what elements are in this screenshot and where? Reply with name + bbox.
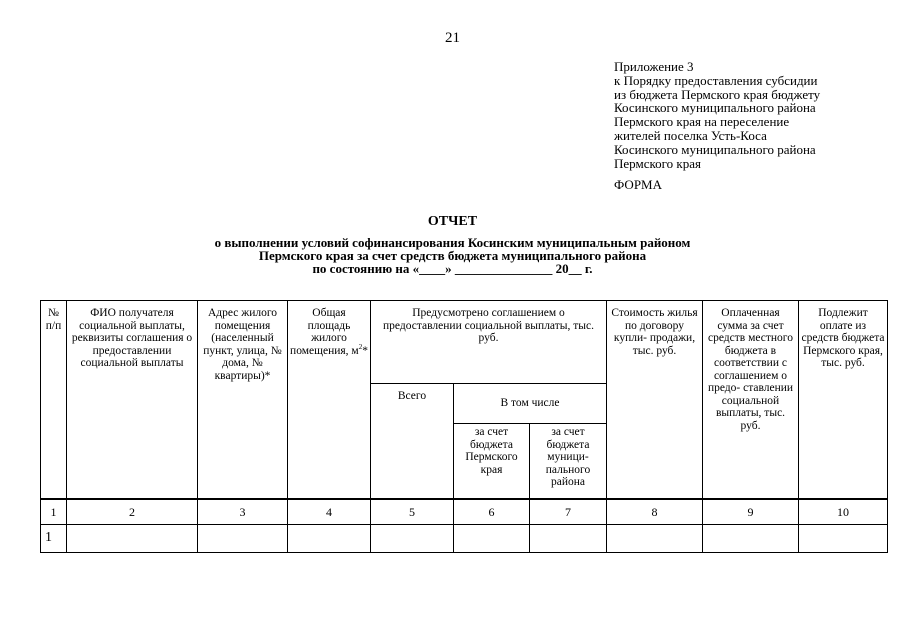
appendix-line: к Порядку предоставления субсидии xyxy=(614,72,818,88)
report-subtitle xyxy=(0,236,905,275)
header-fio: ФИО получателя социальной выплаты, реквизиты соглашения о предоставлении социальной выплаты xyxy=(67,301,198,499)
column-number: 1 xyxy=(41,499,67,525)
header-paid: Оплаченная сумма за счет средств местного бюджета в соответствии с соглашением о предо- ставлении социальной выплаты, тыс. руб. xyxy=(703,301,799,499)
table-cell xyxy=(454,525,530,553)
table-cell xyxy=(607,525,703,553)
appendix-line: Приложение 3 xyxy=(614,59,694,74)
appendix-line: Пермского края на переселение xyxy=(614,114,790,130)
table-cell xyxy=(371,525,454,553)
header-num: № п/п xyxy=(41,301,67,499)
table-cell xyxy=(67,525,198,553)
column-number: 4 xyxy=(288,499,371,525)
form-label: ФОРМА xyxy=(614,177,662,192)
table-cell xyxy=(799,525,888,553)
header-agreement: Предусмотрено соглашением о предоставлении социальной выплаты, тыс. руб. xyxy=(371,301,607,384)
appendix-line: Косинского муниципального района xyxy=(614,141,816,157)
appendix-block xyxy=(614,60,820,170)
table-cell xyxy=(198,525,288,553)
appendix-line: Косинского муниципального района xyxy=(614,100,816,116)
header-area-sup: 2 xyxy=(358,342,363,351)
column-number: 5 xyxy=(371,499,454,525)
column-number: 6 xyxy=(454,499,530,525)
page-number: 21 xyxy=(445,30,460,46)
header-address: Адрес жилого помещения (населенный пункт, улица, № дома, № квартиры)* xyxy=(198,301,288,499)
appendix-line: Пермского края xyxy=(614,155,701,171)
appendix-line: жителей поселка Усть-Коса xyxy=(614,127,767,143)
column-number: 9 xyxy=(703,499,799,525)
appendix-line: из бюджета Пермского края бюджету xyxy=(614,86,821,102)
header-area-text: Общая площадь жилого помещения, м xyxy=(290,307,359,357)
header-total: Всего xyxy=(371,384,454,499)
header-area xyxy=(288,301,371,499)
header-mun-budget: за счет бюджета муници- пального района xyxy=(530,424,607,499)
column-number: 7 xyxy=(530,499,607,525)
subtitle-line-1: о выполнении условий софинансирования Косинским муниципальным районом xyxy=(214,235,691,250)
header-including: В том числе xyxy=(454,384,607,424)
report-title: ОТЧЕТ xyxy=(427,214,478,229)
table-cell xyxy=(703,525,799,553)
table-row xyxy=(41,525,888,553)
report-table xyxy=(40,300,888,553)
header-cost: Стоимость жилья по договору купли- продажи, тыс. руб. xyxy=(607,301,703,499)
header-area-suffix: * xyxy=(362,344,368,357)
column-number: 10 xyxy=(799,499,888,525)
column-number: 3 xyxy=(198,499,288,525)
subtitle-line-3: по состоянию на «____» _______________ 20__ г. xyxy=(312,261,593,276)
subtitle-line-2: Пермского края за счет средств бюджета муниципального района xyxy=(258,248,647,263)
row-num-cell: 1 xyxy=(41,525,67,553)
table-cell xyxy=(530,525,607,553)
header-to-pay: Подлежит оплате из средств бюджета Пермского края, тыс. руб. xyxy=(799,301,888,499)
column-number: 8 xyxy=(607,499,703,525)
column-number: 2 xyxy=(67,499,198,525)
table-cell xyxy=(288,525,371,553)
column-number-row xyxy=(41,499,888,525)
header-perm-budget: за счет бюджета Пермского края xyxy=(454,424,530,499)
